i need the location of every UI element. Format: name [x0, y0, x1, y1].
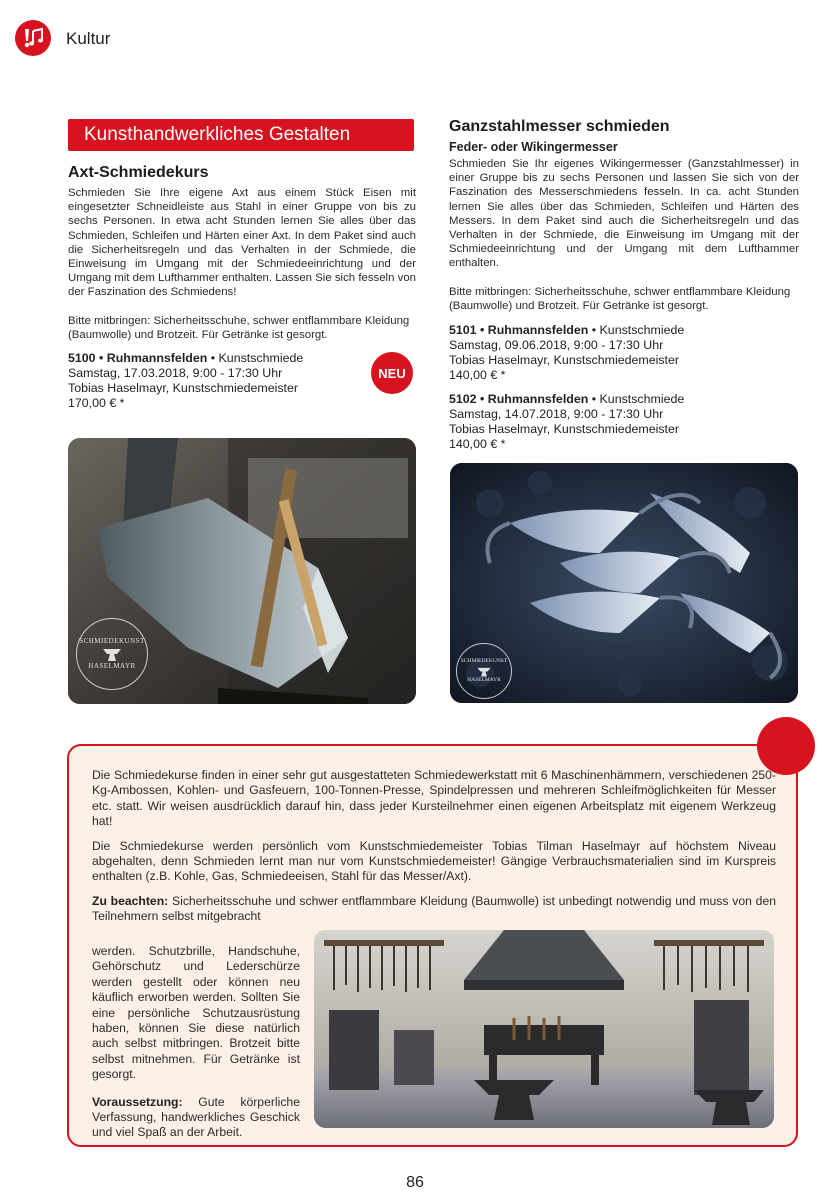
- course-description: Schmieden Sie Ihre eigene Axt aus einem Stück Eisen mit eingesetzter Schneidleiste aus Stahl in einer Gruppe von bis zu sechs Personen. In etwa acht Stunden lernen Sie alles über das Schmieden, Schleifen und Härten einer Axt. In dem Paket sind auch die Sicherheitsregeln und das Verhalten in der Schmiede, die Einweisung im Umgang mit der Schmiedeeinrichtung und der Umgang mit dem Lufthammer enthalten. Lassen Sie sich fesseln von der Faszination des Schmiedens!: [68, 187, 416, 299]
- event-number-location: 5100 • Ruhmannsfelden: [68, 351, 208, 366]
- course-subtitle: Feder- oder Wikingermesser: [449, 140, 618, 154]
- stamp-bottom-text: HASELMAYR: [467, 676, 501, 683]
- axe-photo: [68, 438, 416, 704]
- event-date: Samstag, 09.06.2018, 9:00 - 17:30 Uhr: [449, 338, 664, 353]
- event-info: [68, 351, 368, 411]
- anvil-icon: [476, 665, 492, 678]
- event-info: [449, 323, 799, 383]
- event-date: Samstag, 14.07.2018, 9:00 - 17:30 Uhr: [449, 407, 664, 422]
- info-dot-decoration: [757, 717, 815, 775]
- event-venue: • Kunstschmiede: [588, 392, 685, 407]
- event-price: 140,00 € *: [449, 437, 506, 452]
- info-content: [92, 768, 776, 925]
- music-theatre-icon: [20, 25, 46, 51]
- info-requirement: [92, 1095, 300, 1141]
- note-label: Zu beachten:: [92, 893, 169, 908]
- stamp-top-text: SCHMIEDEKUNST: [79, 637, 145, 645]
- section-logo: [15, 20, 51, 56]
- course-title: Ganzstahlmesser schmieden: [449, 118, 670, 135]
- info-note-column: [92, 944, 300, 1141]
- new-badge: NEU: [371, 352, 413, 394]
- forge-stamp: [456, 643, 512, 699]
- stamp-bottom-text: HASELMAYR: [88, 662, 136, 670]
- note-line-text: Sicherheitsschuhe und schwer entflammbare Kleidung (Baumwolle) ist unbedingt notwendig und muss von den Teilnehmern selbst mitgebracht: [92, 893, 776, 924]
- event-venue: • Kunstschmiede: [588, 323, 685, 338]
- workshop-illustration: [314, 930, 774, 1128]
- anvil-icon: [101, 645, 123, 663]
- event-number-location: 5101 • Ruhmannsfelden: [449, 323, 589, 338]
- forge-stamp: [76, 618, 148, 690]
- page-number: 86: [406, 1174, 424, 1191]
- event-instructor: Tobias Haselmayr, Kunstschmiedemeister: [449, 422, 680, 437]
- event-instructor: Tobias Haselmayr, Kunstschmiedemeister: [68, 381, 299, 396]
- left-course: [68, 164, 416, 411]
- info-paragraph-workshop: Die Schmiedekurse finden in einer sehr gut ausgestatteten Schmiedewerkstatt mit 6 Maschinenhämmern, verschiedenen 250-Kg-Ambossen, Kohlen- und Gasfeuern, 100-Tonnen-Presse, Spindelpressen und mehreren Schleifmöglichkeiten für Messer etc. statt. Wir weisen ausdrücklich darauf hin, dass jeder Kursteilnehmer einen eigenen Arbeitsplatz mit eigenem Werkzeug hat!: [92, 768, 776, 829]
- requirement-label: Voraussetzung:: [92, 1094, 183, 1109]
- section-label: Kultur: [66, 29, 111, 48]
- knives-photo: [450, 463, 798, 703]
- course-title: Axt-Schmiedekurs: [68, 164, 209, 181]
- stamp-top-text: SCHMIEDEKUNST: [460, 658, 508, 664]
- requirement-text: Gute körperliche Verfassung, handwerkliches Geschick und viel Spaß an der Arbeit.: [92, 1094, 300, 1140]
- event-price: 140,00 € *: [449, 368, 506, 383]
- info-note-rest: werden. Schutzbrille, Handschuhe, Gehörschutz und Lederschürze werden gestellt oder können neu käuflich erworben werden. Sollten Sie eine persönliche Schutzausrüstung haben, können Sie diese natürlich auch selbst mitbringen. Brotzeit bitte selbst mitnehmen. Für Getränke ist gesorgt.: [92, 944, 300, 1082]
- info-paragraph-instructor: Die Schmiedekurse werden persönlich vom Kunstschmiedemeister Tobias Tilman Haselmayr auf höchstem Niveau abgehalten, denn Schmieden lernt man nur vom Kunstschmiedemeister! Gängige Verbrauchsmaterialien sind im Kurspreis enthalten (z.B. Kohle, Gas, Schmiedeeisen, Stahl für das Messer/Axt).: [92, 838, 776, 884]
- category-banner: Kunsthandwerkliches Gestalten: [68, 119, 414, 151]
- info-note-line: [92, 894, 776, 925]
- bring-along: Bitte mitbringen: Sicherheitsschuhe, schwer entflammbare Kleidung (Baumwolle) und Brotzeit. Für Getränke ist gesorgt.: [68, 314, 410, 341]
- event-price: 170,00 € *: [68, 396, 125, 411]
- event-number-location: 5102 • Ruhmannsfelden: [449, 392, 589, 407]
- workshop-photo: [314, 930, 774, 1128]
- event-venue: • Kunstschmiede: [207, 351, 304, 366]
- event-date: Samstag, 17.03.2018, 9:00 - 17:30 Uhr: [68, 366, 283, 381]
- right-course: [449, 118, 799, 452]
- event-instructor: Tobias Haselmayr, Kunstschmiedemeister: [449, 353, 680, 368]
- event-info: [449, 392, 799, 452]
- course-description: Schmieden Sie Ihr eigenes Wikingermesser (Ganzstahlmesser) in einer Gruppe bis zu sechs Personen und lassen Sie sich von der Faszination des Messerschmiedens fesseln. In ca. acht Stunden lernen Sie alles über das Schmieden, Schleifen und Härten des Messers. In dem Paket sind auch die Sicherheitsregeln und das Verhalten in der Schmiede, die Einweisung im Umgang mit der Schmiedeeinrichtung und der Umgang mit dem Lufthammer enthalten.: [449, 158, 799, 270]
- bring-along: Bitte mitbringen: Sicherheitsschuhe, schwer entflammbare Kleidung (Baumwolle) und Brotzeit. Für Getränke ist gesorgt.: [449, 285, 791, 312]
